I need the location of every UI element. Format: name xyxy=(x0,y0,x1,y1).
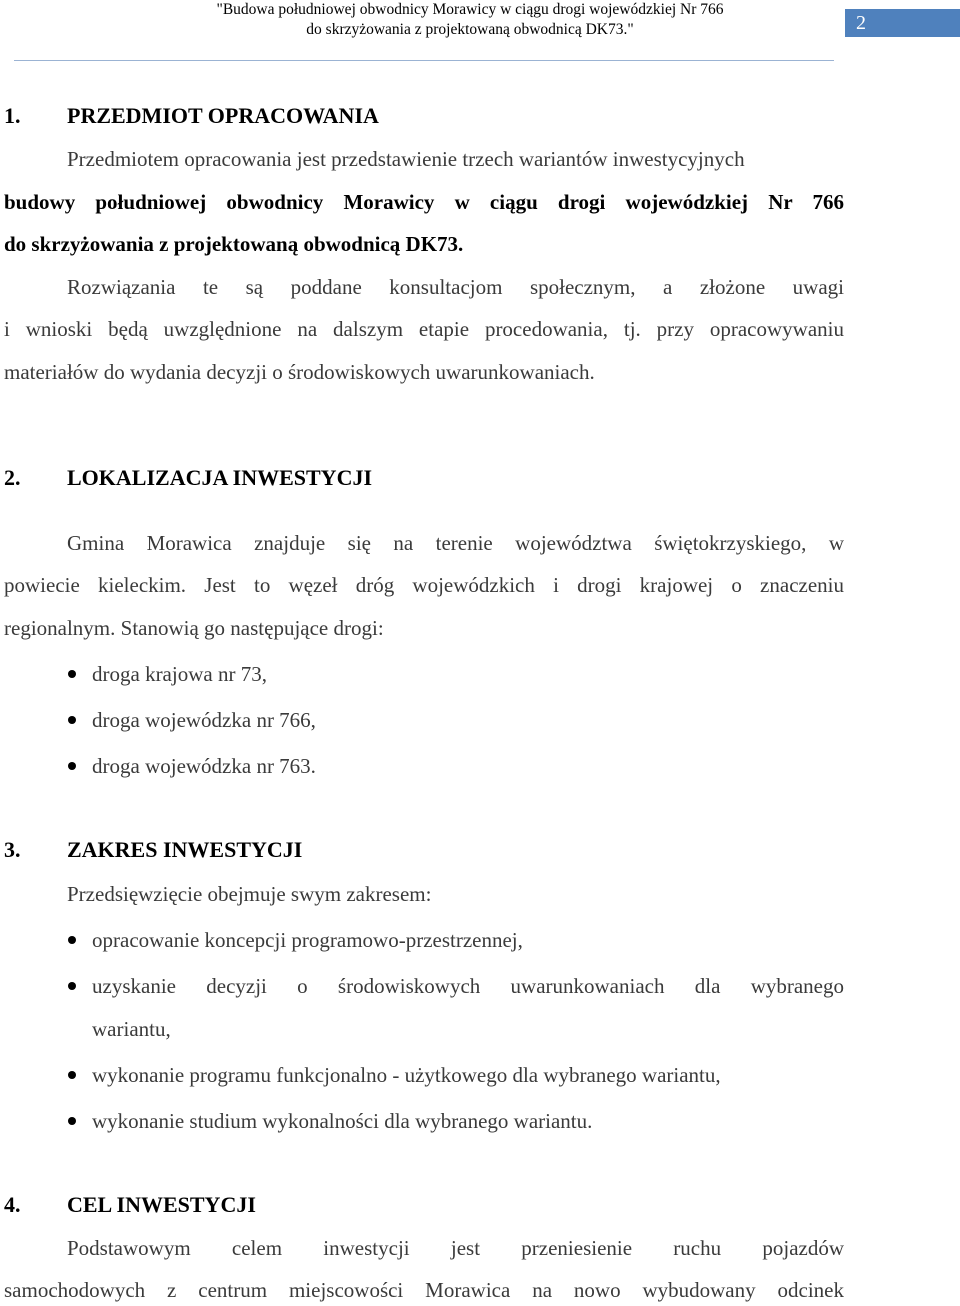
section-3-intro: Przedsięwzięcie obejmuje swym zakresem: xyxy=(67,882,432,906)
page-number-badge: 2 xyxy=(845,9,960,37)
section-2-para-line1: Gmina Morawica znajduje się na terenie województwa świętokrzyskiego, w xyxy=(67,531,844,555)
header-title-line-1: "Budowa południowej obwodnicy Morawicy w ciągu drogi wojewódzkiej Nr 766 xyxy=(216,1,724,18)
section-1-para1-line2: budowy południowej obwodnicy Morawicy w ciągu drogi wojewódzkiej Nr 766 xyxy=(4,190,844,214)
section-1-title: PRZEDMIOT OPRACOWANIA xyxy=(67,103,379,128)
bullet-dot-icon xyxy=(68,1071,76,1079)
bullet-dot-icon xyxy=(68,1117,76,1125)
section-3-bullet-3: wykonanie programu funkcjonalno - użytkowego dla wybranego wariantu, xyxy=(92,1063,721,1087)
section-4-para-line1: Podstawowym celem inwestycji jest przeniesienie ruchu pojazdów xyxy=(67,1236,844,1260)
bullet-dot-icon xyxy=(68,982,76,990)
section-2-para-line2: powiecie kieleckim. Jest to węzeł dróg wojewódzkich i drogi krajowej o znaczeniu xyxy=(4,573,844,597)
section-4-para-line2: samochodowych z centrum miejscowości Morawica na nowo wybudowany odcinek xyxy=(4,1278,844,1302)
section-2-para-line3: regionalnym. Stanowią go następujące drogi: xyxy=(4,616,384,640)
bullet-dot-icon xyxy=(68,936,76,944)
section-1-para2-line1: Rozwiązania te są poddane konsultacjom społecznym, a złożone uwagi xyxy=(67,275,844,299)
section-3-bullet-4: wykonanie studium wykonalności dla wybranego wariantu. xyxy=(92,1109,593,1133)
header-divider xyxy=(14,60,834,61)
section-4-title: CEL INWESTYCJI xyxy=(67,1192,256,1217)
section-1-para1-line1: Przedmiotem opracowania jest przedstawienie trzech wariantów inwestycyjnych xyxy=(67,147,745,171)
section-2-bullet-2: droga wojewódzka nr 766, xyxy=(92,708,316,732)
section-2-bullet-1: droga krajowa nr 73, xyxy=(92,662,267,686)
bullet-dot-icon xyxy=(68,670,76,678)
section-1-para1-line3: do skrzyżowania z projektowaną obwodnicą DK73. xyxy=(4,232,464,256)
section-3-bullet-1: opracowanie koncepcji programowo-przestrzennej, xyxy=(92,928,523,952)
section-1-para2-line2: i wnioski będą uwzględnione na dalszym etapie procedowania, tj. przy opracowywaniu xyxy=(4,317,844,341)
section-2-number: 2. xyxy=(4,465,21,490)
section-3-bullet-2-line1: uzyskanie decyzji o środowiskowych uwarunkowaniach dla wybranego xyxy=(92,974,844,998)
section-1-number: 1. xyxy=(4,103,21,128)
section-2-title: LOKALIZACJA INWESTYCJI xyxy=(67,465,373,490)
bullet-dot-icon xyxy=(68,716,76,724)
section-3-bullet-2-line2: wariantu, xyxy=(92,1017,171,1041)
section-4-number: 4. xyxy=(4,1192,21,1217)
bullet-dot-icon xyxy=(68,762,76,770)
section-3-title: ZAKRES INWESTYCJI xyxy=(67,837,303,862)
header-title-line-2: do skrzyżowania z projektowaną obwodnicą DK73." xyxy=(306,21,634,38)
running-header xyxy=(140,0,800,40)
section-3-number: 3. xyxy=(4,837,21,862)
section-2-bullet-3: droga wojewódzka nr 763. xyxy=(92,754,316,778)
section-1-para2-line3: materiałów do wydania decyzji o środowiskowych uwarunkowaniach. xyxy=(4,360,595,384)
